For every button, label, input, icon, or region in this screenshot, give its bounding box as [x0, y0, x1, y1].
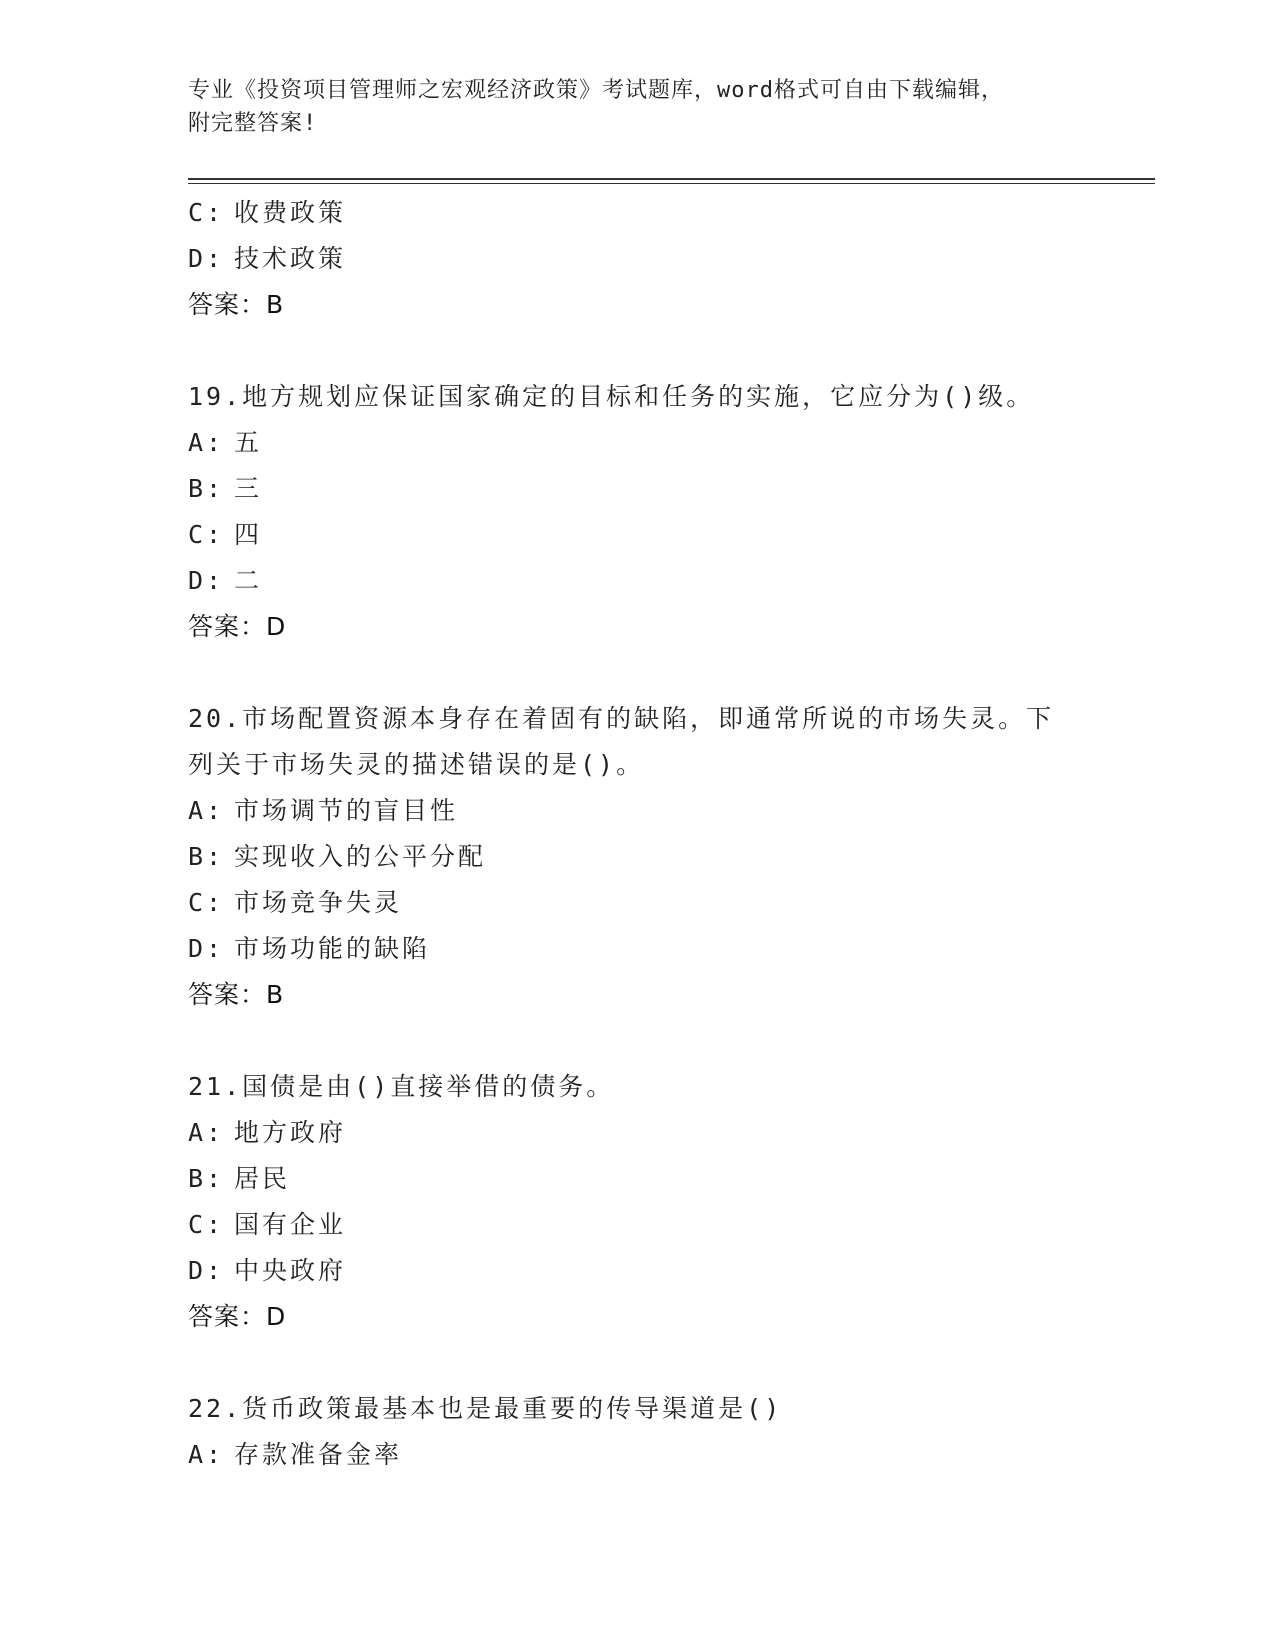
option-letter: A: [188, 428, 225, 457]
answer-line: 答案：B [188, 980, 285, 1009]
option-text: 实现收入的公平分配 [234, 842, 487, 871]
option-c [188, 190, 1088, 236]
spacer [188, 328, 1088, 374]
question-text: 19.地方规划应保证国家确定的目标和任务的实施，它应分为()级。 [188, 382, 1035, 411]
option-letter: D: [188, 1256, 225, 1285]
option-b [188, 1156, 1088, 1202]
option-letter: B: [188, 842, 225, 871]
answer-line: 答案：B [188, 290, 285, 319]
question-text: 21.国债是由()直接举借的债务。 [188, 1072, 615, 1101]
option-letter: C: [188, 198, 225, 227]
option-d [188, 1248, 1088, 1294]
option-d [188, 926, 1088, 972]
option-a [188, 788, 1088, 834]
option-letter: C: [188, 520, 225, 549]
option-text: 五 [234, 428, 263, 457]
header-line-2: 附完整答案! [188, 111, 318, 136]
option-text: 国有企业 [234, 1210, 347, 1239]
option-c [188, 1202, 1088, 1248]
question-20 [188, 696, 1088, 1018]
header-rule-thin [188, 183, 1155, 184]
header-rule-thick [188, 178, 1155, 180]
option-a [188, 420, 1088, 466]
option-letter: B: [188, 1164, 225, 1193]
question-text: 22.货币政策最基本也是最重要的传导渠道是() [188, 1394, 783, 1423]
question-19 [188, 374, 1088, 650]
option-letter: D: [188, 566, 225, 595]
answer-line: 答案：D [188, 612, 287, 641]
option-d [188, 558, 1088, 604]
option-text: 技术政策 [234, 244, 347, 273]
option-letter: B: [188, 474, 225, 503]
option-letter: A: [188, 796, 225, 825]
option-letter: D: [188, 244, 225, 273]
option-letter: C: [188, 888, 225, 917]
question-text-line-1: 20.市场配置资源本身存在着固有的缺陷，即通常所说的市场失灵。下 [188, 704, 1055, 733]
option-letter: C: [188, 1210, 225, 1239]
option-b [188, 834, 1088, 880]
spacer [188, 650, 1088, 696]
option-letter: A: [188, 1440, 225, 1469]
question-21 [188, 1064, 1088, 1340]
option-letter: D: [188, 934, 225, 963]
spacer [188, 1018, 1088, 1064]
option-b [188, 466, 1088, 512]
option-d [188, 236, 1088, 282]
option-text: 四 [234, 520, 263, 549]
spacer [188, 1340, 1088, 1386]
question-text-line-2: 列关于市场失灵的描述错误的是()。 [188, 750, 645, 779]
option-text: 二 [234, 566, 263, 595]
document-header [188, 74, 1088, 140]
option-text: 存款准备金率 [234, 1440, 403, 1469]
option-text: 市场竞争失灵 [234, 888, 403, 917]
option-text: 居民 [234, 1164, 291, 1193]
answer-line: 答案：D [188, 1302, 287, 1331]
option-a [188, 1432, 1088, 1478]
option-text: 地方政府 [234, 1118, 347, 1147]
question-22 [188, 1386, 1088, 1478]
option-c [188, 880, 1088, 926]
option-text: 收费政策 [234, 198, 347, 227]
option-text: 中央政府 [234, 1256, 347, 1285]
option-a [188, 1110, 1088, 1156]
option-c [188, 512, 1088, 558]
option-text: 市场功能的缺陷 [234, 934, 431, 963]
question-list [188, 190, 1088, 1478]
option-text: 市场调节的盲目性 [234, 796, 459, 825]
option-letter: A: [188, 1118, 225, 1147]
header-line-1: 专业《投资项目管理师之宏观经济政策》考试题库，word格式可自由下载编辑， [188, 78, 1004, 103]
option-text: 三 [234, 474, 263, 503]
question-18-partial [188, 190, 1088, 328]
